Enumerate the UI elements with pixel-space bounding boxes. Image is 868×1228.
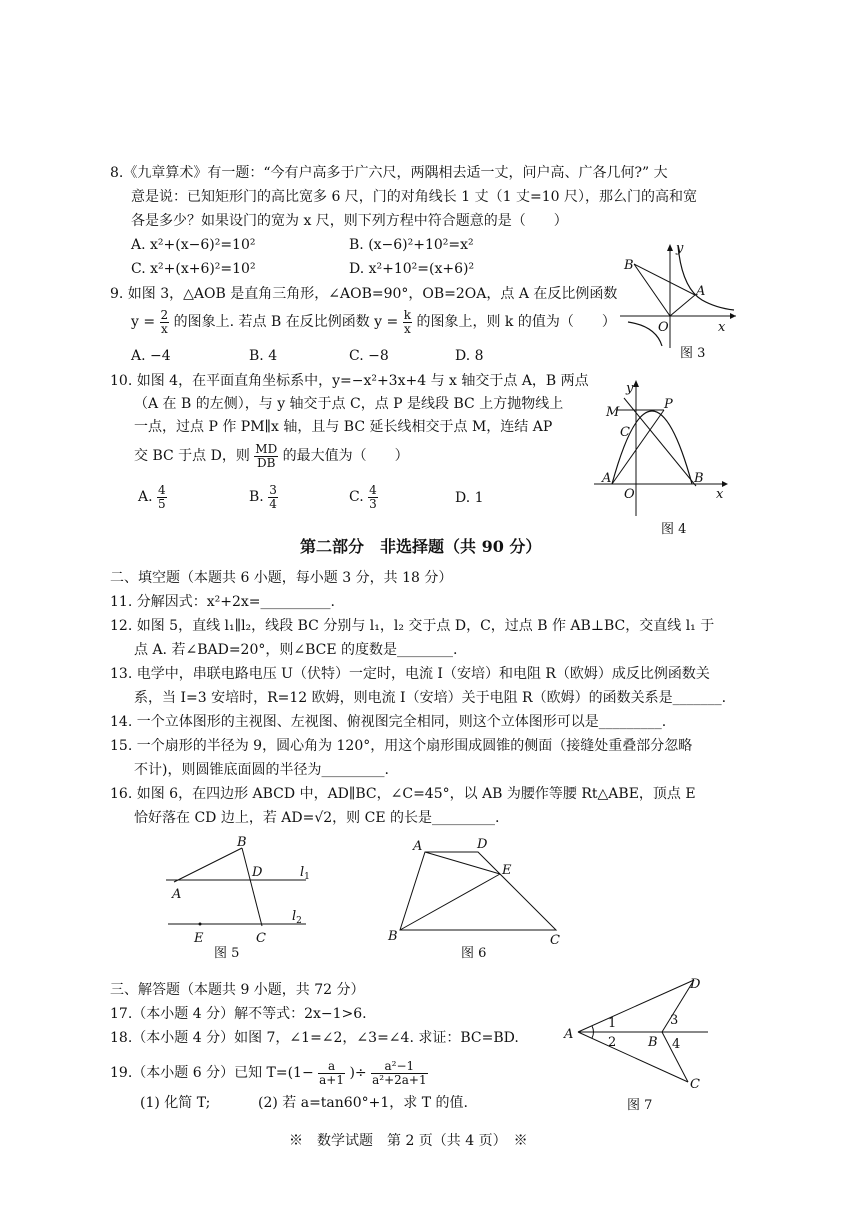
q10-opt-a-den: 5	[158, 496, 166, 511]
q15-line1: 15. 一个扇形的半径为 9，圆心角为 120°，用这个扇形围成圆锥的侧面（接缝处重叠部分忽略	[110, 738, 693, 754]
q8-option-c: C. x²+(x+6)²=10²	[131, 261, 256, 277]
q9-frac1-den: x	[160, 321, 168, 336]
q9-line2	[131, 309, 616, 335]
page-footer: ※ 数学试题 第 2 页（共 4 页） ※	[289, 1133, 528, 1149]
fig7-label-a: A	[564, 1027, 574, 1042]
fig7-label-4: 4	[672, 1037, 681, 1052]
q10-opt-c-fraction	[368, 484, 378, 510]
q19-sub2: (2) 若 a=tan60°+1，求 T 的值.	[258, 1095, 468, 1111]
fig4-label-o: O	[624, 487, 635, 502]
q19-pre: 19.（本小题 6 分）已知 T=(1−	[110, 1065, 314, 1082]
q9-frac2-num: k	[403, 308, 412, 322]
q10-line4	[134, 443, 409, 469]
q8-option-d: D. x²+10²=(x+6)²	[349, 261, 475, 277]
q8-option-b: B. (x−6)²+10²=x²	[349, 237, 474, 253]
fig4-label-c: C	[620, 425, 630, 440]
q19-line1	[110, 1060, 428, 1086]
fig5-label-e: E	[194, 931, 204, 944]
fig4-label-p: P	[664, 397, 673, 412]
q10-opt-a-num: 4	[158, 483, 166, 497]
fig5-label-l2: $l_2$	[292, 909, 302, 926]
q10-frac-num: MD	[255, 442, 278, 456]
q19-f2-num: a²−1	[371, 1060, 428, 1074]
q10-option-c	[349, 484, 378, 510]
fig3-label-o: O	[658, 320, 669, 335]
fig6-label-d: D	[477, 837, 488, 852]
fig5-label-a: A	[172, 887, 182, 902]
fig7-label-3: 3	[670, 1013, 679, 1028]
q10-opt-b-fraction	[268, 484, 278, 510]
q10-line1: 10. 如图 4，在平面直角坐标系中，y=−x²+3x+4 与 x 轴交于点 A，B 两点	[110, 373, 589, 389]
fig3-label-y: y	[676, 241, 684, 256]
q10-opt-b-den: 4	[269, 496, 277, 511]
figure-4-caption: 图 4	[661, 522, 687, 537]
q19-sub1: (1) 化简 T;	[140, 1095, 211, 1111]
q19-f1-den: a+1	[319, 1072, 344, 1087]
figure-7-caption: 图 7	[627, 1098, 653, 1113]
q12-line2: 点 A. 若∠BAD=20°，则∠BCE 的度数是________.	[134, 642, 458, 658]
figure-3-caption: 图 3	[680, 346, 706, 361]
q9-line2-mid: 的图象上. 若点 B 在反比例函数 y =	[173, 314, 399, 331]
q10-line3: 一点，过点 P 作 PM∥x 轴，且与 BC 延长线相交于点 M，连结 AP	[134, 419, 553, 435]
fig4-label-y: y	[626, 381, 634, 396]
q15-line2: 不计)，则圆锥底面圆的半径为_________.	[134, 762, 389, 778]
fig4-label-m: M	[606, 405, 620, 420]
fig4-label-x: x	[716, 487, 724, 502]
q10-line4-post: 的最大值为（ ）	[282, 448, 409, 465]
q8-option-a: A. x²+(x−6)²=10²	[131, 237, 256, 253]
fig6-label-e: E	[502, 863, 512, 878]
q16-line1: 16. 如图 6，在四边形 ABCD 中，AD∥BC，∠C=45°，以 AB 为腰作等腰 Rt△ABE，顶点 E	[110, 786, 696, 802]
q10-opt-a-label: A.	[138, 489, 153, 506]
figure-4	[592, 378, 732, 518]
q10-option-a	[138, 484, 167, 510]
q9-line2-post: 的图象上，则 k 的值为（ ）	[416, 314, 616, 331]
q9-option-b: B. 4	[249, 348, 278, 364]
q10-opt-b-num: 3	[269, 483, 277, 497]
fig6-label-b: B	[388, 929, 398, 944]
fig4-label-b: B	[694, 471, 704, 486]
q10-opt-c-label: C.	[349, 489, 364, 506]
q10-line4-pre: 交 BC 于点 D，则	[134, 448, 250, 465]
q12-line1: 12. 如图 5，直线 l₁∥l₂，线段 BC 分别与 l₁，l₂ 交于点 D，C，过点 B 作 AB⊥BC，交直线 l₁ 于	[110, 618, 715, 634]
q10-frac-den: DB	[257, 455, 276, 470]
fig5-label-b: B	[237, 835, 247, 850]
q10-line2: （A 在 B 的左侧），与 y 轴交于点 C，点 P 是线段 BC 上方抛物线上	[134, 396, 564, 412]
q18: 18.（本小题 4 分）如图 7，∠1=∠2，∠3=∠4. 求证：BC=BD.	[110, 1030, 519, 1046]
figure-6	[380, 832, 570, 948]
q8-line2: 意是说：已知矩形门的高比宽多 6 尺，门的对角线长 1 丈（1 丈=10 尺），那么门的高和宽	[131, 189, 697, 205]
q11: 11. 分解因式：x²+2x=__________.	[110, 594, 335, 610]
q13-line1: 13. 电学中，串联电路电压 U（伏特）一定时，电流 I（安培）和电阻 R（欧姆）成反比例函数关	[110, 666, 710, 682]
fig7-label-b: B	[648, 1035, 658, 1050]
figure-5	[160, 832, 315, 944]
fig5-label-c: C	[256, 931, 266, 944]
fig7-label-c: C	[690, 1077, 700, 1092]
q9-frac1-num: 2	[160, 308, 169, 322]
q10-opt-c-den: 3	[369, 496, 377, 511]
q19-mid: )÷	[349, 1065, 367, 1082]
fig4-label-a: A	[602, 471, 612, 486]
q19-fraction-2	[371, 1060, 428, 1086]
fig3-label-b: B	[624, 258, 634, 273]
fig3-label-x: x	[718, 320, 726, 335]
q10-option-d: D. 1	[455, 490, 484, 506]
figure-7	[558, 972, 718, 1092]
q9-line2-pre: y =	[131, 314, 156, 331]
q13-line2: 系，当 I=3 安培时，R=12 欧姆，则电流 I（安培）关于电阻 R（欧姆）的函数关系是_______.	[134, 690, 727, 706]
fig7-label-d: D	[690, 977, 701, 992]
q10-opt-b-label: B.	[249, 489, 264, 506]
q14: 14. 一个立体图形的主视图、左视图、俯视图完全相同，则这个立体图形可以是_________.	[110, 714, 667, 730]
q9-fraction-k-over-x	[403, 309, 412, 335]
fig5-label-d: D	[252, 865, 263, 880]
fig7-label-2: 2	[608, 1035, 617, 1050]
fig7-label-1: 1	[608, 1016, 617, 1031]
section3-title: 三、解答题（本题共 9 小题，共 72 分）	[110, 982, 365, 998]
q9-fraction-2-over-x	[160, 309, 170, 335]
q10-opt-c-num: 4	[369, 483, 377, 497]
q9-frac2-den: x	[403, 321, 411, 336]
fig3-label-a: A	[696, 284, 706, 299]
q10-opt-a-fraction	[157, 484, 167, 510]
figure-6-caption: 图 6	[461, 946, 487, 961]
q10-fraction-md-over-db	[254, 443, 278, 469]
q9-option-d: D. 8	[455, 348, 484, 364]
q9-option-a: A. −4	[131, 348, 171, 364]
q10-option-b	[249, 484, 278, 510]
q9-option-c: C. −8	[349, 348, 389, 364]
section2-title: 二、填空题（本题共 6 小题，每小题 3 分，共 18 分）	[110, 570, 453, 586]
fig5-label-l1: $l_1$	[300, 865, 310, 882]
q8-line3: 各是多少？如果设门的宽为 x 尺，则下列方程中符合题意的是（ ）	[131, 213, 568, 229]
fig6-label-a: A	[413, 839, 423, 854]
figure-3	[618, 238, 743, 350]
q19-fraction-1	[318, 1060, 345, 1086]
q19-f1-num: a	[318, 1060, 345, 1074]
q19-f2-den: a²+2a+1	[372, 1072, 427, 1087]
q16-line2: 恰好落在 CD 边上，若 AD=√2，则 CE 的长是_________.	[134, 810, 500, 826]
q8-line1: 8.《九章算术》有一题：“今有户高多于广六尺，两隅相去适一丈，问户高、广各几何?” 大	[110, 165, 668, 181]
q17: 17.（本小题 4 分）解不等式：2x−1>6.	[110, 1006, 367, 1022]
part2-title: 第二部分 非选择题（共 90 分）	[300, 537, 542, 556]
fig6-label-c: C	[550, 933, 560, 948]
figure-5-caption: 图 5	[214, 946, 240, 961]
q9-line1: 9. 如图 3，△AOB 是直角三角形，∠AOB=90°，OB=2OA，点 A 在反比例函数	[110, 286, 618, 302]
